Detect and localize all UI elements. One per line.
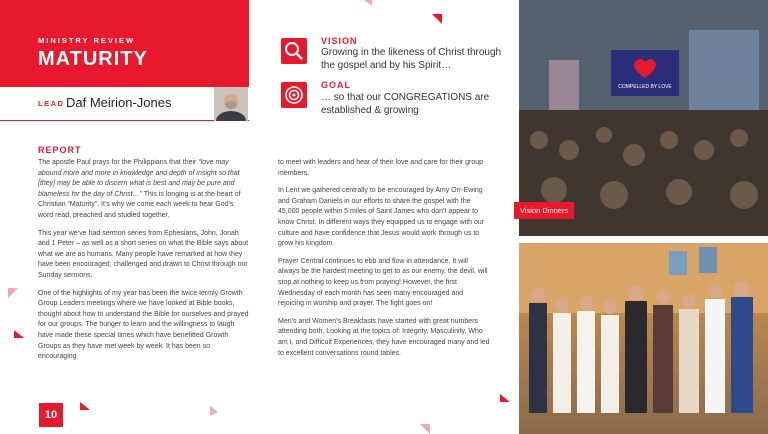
triangle-decoration xyxy=(80,402,90,410)
report-paragraph: to meet with leaders and hear of their love and care for their group members. xyxy=(278,159,484,177)
triangle-decoration xyxy=(432,14,442,24)
report-paragraph: This year we’ve had sermon series from Ephesians, John, Jonah and 1 Peter – as well as a short series on what the Bible says about what we are as humans. Many people have remarked at how they have been encouraged, challenged and drawn to Christ through our Sunday sermons. xyxy=(38,229,249,279)
goal-text: … so that our CONGREGATIONS are established & growing xyxy=(321,92,490,116)
vision-text: Growing in the likeness of Christ through the gospel and by his Spirit… xyxy=(321,47,502,71)
report-paragraph: Men’s and Women’s Breakfasts have started with great numbers attending both. Looking at the topics of: Integrity, Masculinity, Who am I, and Difficult Experiences, they have encouraged many and led to excellent conversations round tables. xyxy=(278,317,490,357)
report-paragraph: Prayer Central continues to ebb and flow in attendance. It will always be the hardest meeting to get to as our enemy, the devil, will stop at nothing to keep us from praying! However, the first Wednesday of each month has seen many encouraged and rejoicing in worship and prayer. The fight goes on! xyxy=(278,257,488,308)
triangle-decoration xyxy=(364,0,372,6)
photo-caption: Vision Dinners xyxy=(514,202,574,219)
report-paragraph: In Lent we gathered centrally to be encouraged by Amy Orr-Ewing and Graham Daniels in our efforts to share the gospel with the 45,000 people within 5 miles of Saint James who don’t appear to know Christ. In different ways they equipped us to engage with our culture and have confidence that Jesus would work through us to grow his kingdom. xyxy=(278,187,485,248)
triangle-decoration xyxy=(500,394,510,402)
goal-heading: GOAL xyxy=(321,80,351,90)
triangle-decoration xyxy=(210,406,218,416)
section-kicker: MINISTRY REVIEW xyxy=(38,36,136,45)
triangle-decoration xyxy=(420,424,430,434)
triangle-decoration xyxy=(8,288,18,298)
screen-text: COMPELLED BY LOVE xyxy=(618,84,672,90)
report-paragraph: One of the highlights of my year has been the twice termly Growth Group Leaders meetings where we have looked at Bible books, thought about how to understand the Bible for ourselves and prayed for our groups. The hunger to learn and the willingness to laugh have made these special times which have benefitted Growth Groups as they have met week by week. It has been so encouraging xyxy=(38,289,249,361)
lead-name: Daf Meirion-Jones xyxy=(66,95,172,110)
lead-label: LEAD xyxy=(38,99,65,108)
page-title: MATURITY xyxy=(38,48,148,70)
page-number: 10 xyxy=(39,403,63,427)
vision-heading: VISION xyxy=(321,36,358,46)
triangle-decoration xyxy=(14,330,24,338)
report-paragraph: The apostle Paul prays for the Philippians that their “love may abound more and more in knowledge and depth of insight so that [they] may be able to discern what is best and may be pure and blameless for the day of Christ…” This is longing is at the heart of Christian “Maturity”. It’s why we come each week to hear God’s word read, preached and studied together. xyxy=(38,159,241,219)
report-heading: REPORT xyxy=(38,145,82,155)
